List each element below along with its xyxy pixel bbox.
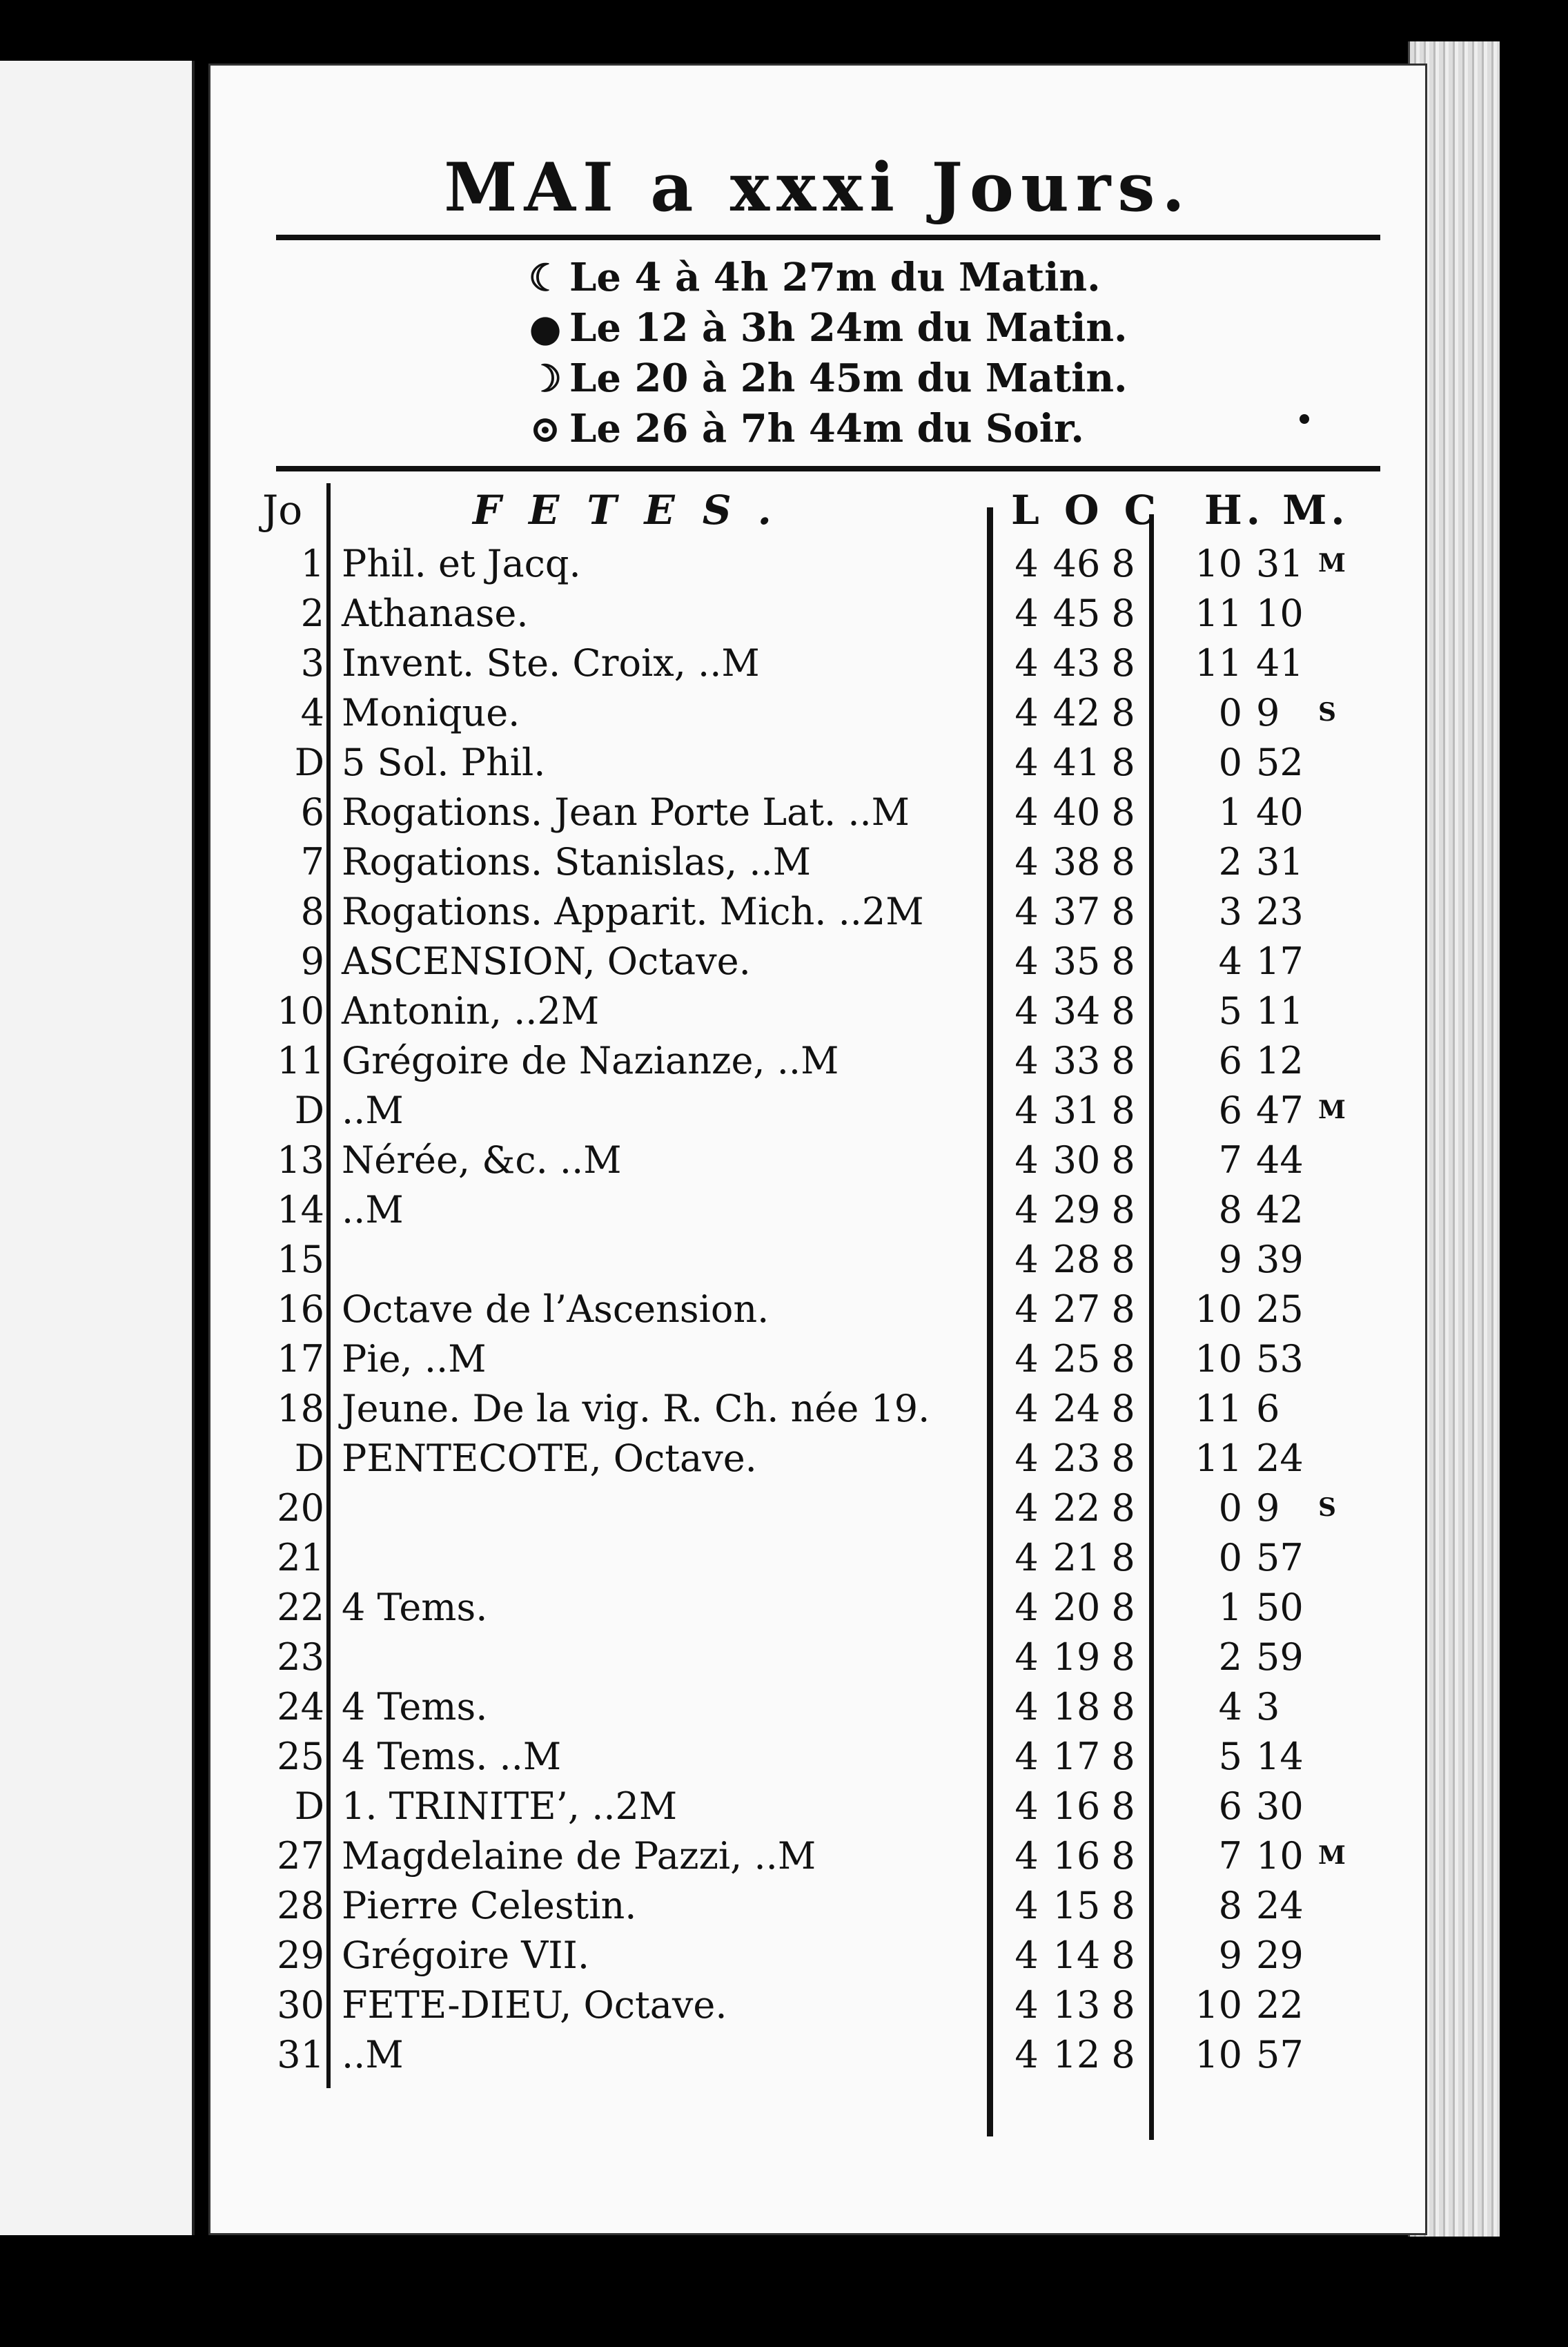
sunrise-minute: 38 xyxy=(1052,840,1101,884)
moon-hour: 5 xyxy=(1218,989,1242,1033)
sunset-hour: 8 xyxy=(1111,1685,1135,1728)
sunrise-minute: 20 xyxy=(1052,1586,1101,1629)
sunset-hour: 8 xyxy=(1111,1486,1135,1530)
sunrise-hour: 4 xyxy=(1015,1735,1039,1778)
sunrise-hour: 4 xyxy=(1015,790,1039,834)
feast-name: 5 Sol. Phil. xyxy=(342,741,546,784)
phase-text: Le 26 à 7h 44m du Soir. xyxy=(569,405,1084,451)
moon-hour: 10 xyxy=(1195,2033,1242,2076)
moon-hour: 0 xyxy=(1218,741,1242,784)
ink-dot xyxy=(1300,414,1309,424)
feast-name: ASCENSION, Octave. xyxy=(342,939,751,983)
sunrise-minute: 45 xyxy=(1052,592,1101,635)
moon-minute: 44 xyxy=(1256,1138,1304,1182)
moon-minute: 24 xyxy=(1256,1884,1304,1927)
table-row xyxy=(210,1586,1425,1635)
moon-hour: 7 xyxy=(1218,1834,1242,1878)
sunrise-hour: 4 xyxy=(1015,1337,1039,1381)
sunset-hour: 8 xyxy=(1111,1387,1135,1430)
title-rule xyxy=(276,235,1380,240)
moon-hour: 2 xyxy=(1218,1635,1242,1679)
moon-hour: 5 xyxy=(1218,1735,1242,1778)
sunrise-minute: 25 xyxy=(1052,1337,1101,1381)
table-row xyxy=(210,1934,1425,1983)
sunrise-hour: 4 xyxy=(1015,1685,1039,1728)
sunrise-hour: 4 xyxy=(1015,1387,1039,1430)
moon-hour: 10 xyxy=(1195,1287,1242,1331)
day-number: 23 xyxy=(277,1635,324,1679)
day-number: D xyxy=(294,1784,324,1828)
day-number: 31 xyxy=(277,2033,324,2076)
moon-marker: M xyxy=(1318,1841,1346,1870)
moon-minute: 31 xyxy=(1256,542,1304,585)
sunset-hour: 8 xyxy=(1111,1834,1135,1878)
feast-name: Pie, ..M xyxy=(342,1337,487,1381)
sunset-hour: 8 xyxy=(1111,1884,1135,1927)
sunset-hour: 8 xyxy=(1111,741,1135,784)
sunrise-hour: 4 xyxy=(1015,1934,1039,1977)
sunrise-hour: 4 xyxy=(1015,840,1039,884)
day-number: 21 xyxy=(277,1536,324,1579)
moon-minute: 47 xyxy=(1256,1089,1304,1132)
feast-name: Phil. et Jacq. xyxy=(342,542,581,585)
sunrise-hour: 4 xyxy=(1015,592,1039,635)
sunrise-minute: 46 xyxy=(1052,542,1101,585)
moon-hour: 7 xyxy=(1218,1138,1242,1182)
sunrise-hour: 4 xyxy=(1015,1287,1039,1331)
moon-hour: 0 xyxy=(1218,1486,1242,1530)
page-title: MAI a xxxi Jours. xyxy=(444,148,1192,226)
moon-minute: 11 xyxy=(1256,989,1304,1033)
day-number: 14 xyxy=(277,1188,324,1231)
table-row xyxy=(210,1437,1425,1486)
feast-name: ..M xyxy=(342,2033,404,2076)
sunrise-minute: 18 xyxy=(1052,1685,1101,1728)
feast-name: 4 Tems. xyxy=(342,1685,488,1728)
day-number: 18 xyxy=(277,1387,324,1430)
moon-hour: 8 xyxy=(1218,1188,1242,1231)
sunrise-hour: 4 xyxy=(1015,1536,1039,1579)
sunrise-minute: 16 xyxy=(1052,1784,1101,1828)
sunset-hour: 8 xyxy=(1111,989,1135,1033)
day-number: D xyxy=(294,1437,324,1480)
table-row xyxy=(210,1238,1425,1287)
moon-minute: 10 xyxy=(1256,592,1304,635)
sunrise-minute: 14 xyxy=(1052,1934,1101,1977)
feast-name: PENTECOTE, Octave. xyxy=(342,1437,757,1480)
feast-name: 1. TRINITE’, ..2M xyxy=(342,1784,678,1828)
sunrise-hour: 4 xyxy=(1015,1188,1039,1231)
sunrise-minute: 19 xyxy=(1052,1635,1101,1679)
sunset-hour: 8 xyxy=(1111,1138,1135,1182)
sunset-hour: 8 xyxy=(1111,790,1135,834)
table-row xyxy=(210,1039,1425,1089)
sunrise-hour: 4 xyxy=(1015,890,1039,933)
moon-hour: 4 xyxy=(1218,1685,1242,1728)
sunset-hour: 8 xyxy=(1111,1983,1135,2027)
sunrise-hour: 4 xyxy=(1015,1784,1039,1828)
sunrise-minute: 27 xyxy=(1052,1287,1101,1331)
day-number: 4 xyxy=(300,691,324,734)
table-row xyxy=(210,542,1425,592)
moon-marker: M xyxy=(1318,549,1346,578)
moon-minute: 9 xyxy=(1256,691,1280,734)
sunset-hour: 8 xyxy=(1111,939,1135,983)
sunrise-hour: 4 xyxy=(1015,1586,1039,1629)
table-row xyxy=(210,641,1425,691)
sunset-hour: 8 xyxy=(1111,2033,1135,2076)
table-row xyxy=(210,2033,1425,2083)
sunrise-hour: 4 xyxy=(1015,1089,1039,1132)
sunrise-minute: 29 xyxy=(1052,1188,1101,1231)
moon-hour: 10 xyxy=(1195,542,1242,585)
sunrise-hour: 4 xyxy=(1015,1238,1039,1281)
day-number: 10 xyxy=(277,989,324,1033)
feast-name: Magdelaine de Pazzi, ..M xyxy=(342,1834,816,1878)
feast-name: Octave de l’Ascension. xyxy=(342,1287,770,1331)
moon-minute: 57 xyxy=(1256,1536,1304,1579)
moon-hour: 9 xyxy=(1218,1934,1242,1977)
day-number: 15 xyxy=(277,1238,324,1281)
sunrise-hour: 4 xyxy=(1015,542,1039,585)
feast-name: FETE-DIEU, Octave. xyxy=(342,1983,727,2027)
moon-hour: 11 xyxy=(1195,641,1242,685)
day-number: 11 xyxy=(277,1039,324,1082)
sunrise-minute: 35 xyxy=(1052,939,1101,983)
day-number: 6 xyxy=(300,790,324,834)
header-day: Jo xyxy=(262,487,303,534)
table-row xyxy=(210,1735,1425,1784)
feast-name: Jeune. De la vig. R. Ch. née 19. xyxy=(342,1387,930,1430)
sunset-hour: 8 xyxy=(1111,1536,1135,1579)
moon-hour: 0 xyxy=(1218,691,1242,734)
phase-text: Le 20 à 2h 45m du Matin. xyxy=(569,355,1128,401)
feast-name: Antonin, ..2M xyxy=(342,989,600,1033)
table-row xyxy=(210,939,1425,989)
feast-name: Athanase. xyxy=(342,592,529,635)
moon-hour: 1 xyxy=(1218,1586,1242,1629)
moon-marker: S xyxy=(1318,698,1336,727)
phase-row xyxy=(521,252,1349,302)
moon-minute: 25 xyxy=(1256,1287,1304,1331)
sunrise-hour: 4 xyxy=(1015,2033,1039,2076)
first-quarter-icon: ☽ xyxy=(528,356,562,400)
moon-minute: 6 xyxy=(1256,1387,1280,1430)
day-number: 29 xyxy=(277,1934,324,1977)
moon-hour: 11 xyxy=(1195,1437,1242,1480)
sunrise-minute: 41 xyxy=(1052,741,1101,784)
sunset-hour: 8 xyxy=(1111,1337,1135,1381)
sunrise-minute: 28 xyxy=(1052,1238,1101,1281)
moon-hour: 4 xyxy=(1218,939,1242,983)
moon-marker: S xyxy=(1318,1493,1336,1522)
day-number: D xyxy=(294,1089,324,1132)
moon-hour: 6 xyxy=(1218,1089,1242,1132)
sunset-hour: 8 xyxy=(1111,1635,1135,1679)
sunset-hour: 8 xyxy=(1111,1735,1135,1778)
calendar-table xyxy=(210,542,1425,2083)
moon-minute: 30 xyxy=(1256,1784,1304,1828)
day-number: 22 xyxy=(277,1586,324,1629)
moon-minute: 22 xyxy=(1256,1983,1304,2027)
header-rule xyxy=(276,466,1380,471)
moon-minute: 9 xyxy=(1256,1486,1280,1530)
table-row xyxy=(210,1486,1425,1536)
moon-marker: M xyxy=(1318,1095,1346,1124)
table-row xyxy=(210,1834,1425,1884)
phase-row xyxy=(521,353,1349,403)
almanac-page xyxy=(210,66,1425,2233)
sunset-hour: 8 xyxy=(1111,1784,1135,1828)
feast-name: Invent. Ste. Croix, ..M xyxy=(342,641,760,685)
sunset-hour: 8 xyxy=(1111,1934,1135,1977)
feast-name: Grégoire VII. xyxy=(342,1934,590,1977)
table-row xyxy=(210,1635,1425,1685)
sunrise-minute: 33 xyxy=(1052,1039,1101,1082)
day-number: 25 xyxy=(277,1735,324,1778)
moon-hour: 1 xyxy=(1218,790,1242,834)
phase-text: Le 4 à 4h 27m du Matin. xyxy=(569,254,1101,300)
feast-name: Rogations. Stanislas, ..M xyxy=(342,840,812,884)
moon-minute: 31 xyxy=(1256,840,1304,884)
sunrise-minute: 12 xyxy=(1052,2033,1101,2076)
moon-minute: 53 xyxy=(1256,1337,1304,1381)
table-row xyxy=(210,989,1425,1039)
sunset-hour: 8 xyxy=(1111,1188,1135,1231)
moon-minute: 39 xyxy=(1256,1238,1304,1281)
sunrise-hour: 4 xyxy=(1015,1486,1039,1530)
day-number: 3 xyxy=(300,641,324,685)
day-number: 2 xyxy=(300,592,324,635)
moon-minute: 10 xyxy=(1256,1834,1304,1878)
sunrise-hour: 4 xyxy=(1015,1884,1039,1927)
sunrise-minute: 37 xyxy=(1052,890,1101,933)
sunset-hour: 8 xyxy=(1111,1089,1135,1132)
sunset-hour: 8 xyxy=(1111,641,1135,685)
day-number: 9 xyxy=(300,939,324,983)
moon-hour: 10 xyxy=(1195,1983,1242,2027)
sunrise-minute: 17 xyxy=(1052,1735,1101,1778)
table-row xyxy=(210,1983,1425,2033)
moon-hour: 8 xyxy=(1218,1884,1242,1927)
sunrise-hour: 4 xyxy=(1015,641,1039,685)
sunrise-hour: 4 xyxy=(1015,1437,1039,1480)
table-row xyxy=(210,1188,1425,1238)
sunrise-hour: 4 xyxy=(1015,939,1039,983)
moon-minute: 57 xyxy=(1256,2033,1304,2076)
header-fetes: FETES. xyxy=(473,487,799,534)
moon-minute: 41 xyxy=(1256,641,1304,685)
feast-name: ..M xyxy=(342,1089,404,1132)
moon-minute: 42 xyxy=(1256,1188,1304,1231)
phase-text: Le 12 à 3h 24m du Matin. xyxy=(569,304,1128,351)
feast-name: Rogations. Apparit. Mich. ..2M xyxy=(342,890,924,933)
sunset-hour: 8 xyxy=(1111,592,1135,635)
day-number: 1 xyxy=(300,542,324,585)
feast-name: Monique. xyxy=(342,691,520,734)
sunset-hour: 8 xyxy=(1111,890,1135,933)
sunrise-hour: 4 xyxy=(1015,1138,1039,1182)
sunrise-minute: 22 xyxy=(1052,1486,1101,1530)
moon-minute: 40 xyxy=(1256,790,1304,834)
moon-minute: 12 xyxy=(1256,1039,1304,1082)
sunrise-minute: 24 xyxy=(1052,1387,1101,1430)
moon-minute: 59 xyxy=(1256,1635,1304,1679)
feast-name: Nérée, &c. ..M xyxy=(342,1138,622,1182)
new-moon-icon: ● xyxy=(529,305,562,350)
moon-phases xyxy=(521,252,1349,454)
feast-name: Grégoire de Nazianze, ..M xyxy=(342,1039,839,1082)
day-number: 17 xyxy=(277,1337,324,1381)
table-row xyxy=(210,1337,1425,1387)
table-row xyxy=(210,1387,1425,1437)
sunset-hour: 8 xyxy=(1111,840,1135,884)
sunrise-hour: 4 xyxy=(1015,1039,1039,1082)
sunset-hour: 8 xyxy=(1111,1039,1135,1082)
moon-hour: 10 xyxy=(1195,1337,1242,1381)
phase-row xyxy=(521,302,1349,353)
moon-minute: 17 xyxy=(1256,939,1304,983)
table-row xyxy=(210,1089,1425,1138)
sunrise-minute: 30 xyxy=(1052,1138,1101,1182)
sunrise-hour: 4 xyxy=(1015,691,1039,734)
day-number: 20 xyxy=(277,1486,324,1530)
moon-hour: 6 xyxy=(1218,1039,1242,1082)
moon-hour: 2 xyxy=(1218,840,1242,884)
feast-name: ..M xyxy=(342,1188,404,1231)
table-row xyxy=(210,790,1425,840)
moon-minute: 14 xyxy=(1256,1735,1304,1778)
moon-minute: 24 xyxy=(1256,1437,1304,1480)
moon-hour: 11 xyxy=(1195,1387,1242,1430)
table-row xyxy=(210,1287,1425,1337)
table-row xyxy=(210,840,1425,890)
moon-hour: 6 xyxy=(1218,1784,1242,1828)
sunrise-minute: 23 xyxy=(1052,1437,1101,1480)
table-row xyxy=(210,741,1425,790)
feast-name: Rogations. Jean Porte Lat. ..M xyxy=(342,790,910,834)
sunrise-minute: 31 xyxy=(1052,1089,1101,1132)
sunrise-minute: 15 xyxy=(1052,1884,1101,1927)
sunset-hour: 8 xyxy=(1111,691,1135,734)
table-row xyxy=(210,1685,1425,1735)
sunrise-hour: 4 xyxy=(1015,1983,1039,2027)
day-number: 13 xyxy=(277,1138,324,1182)
sunset-hour: 8 xyxy=(1111,1238,1135,1281)
last-quarter-icon: ☾ xyxy=(528,255,562,300)
table-row xyxy=(210,691,1425,741)
sunrise-minute: 42 xyxy=(1052,691,1101,734)
day-number: 8 xyxy=(300,890,324,933)
moon-hour: 9 xyxy=(1218,1238,1242,1281)
sunrise-minute: 40 xyxy=(1052,790,1101,834)
moon-minute: 50 xyxy=(1256,1586,1304,1629)
table-row xyxy=(210,1884,1425,1934)
sunrise-minute: 34 xyxy=(1052,989,1101,1033)
sunrise-hour: 4 xyxy=(1015,741,1039,784)
day-number: 27 xyxy=(277,1834,324,1878)
table-row xyxy=(210,592,1425,641)
moon-hour: 3 xyxy=(1218,890,1242,933)
full-moon-icon: ⊙ xyxy=(529,406,561,451)
moon-minute: 3 xyxy=(1256,1685,1280,1728)
sunrise-minute: 21 xyxy=(1052,1536,1101,1579)
sunrise-minute: 13 xyxy=(1052,1983,1101,2027)
moon-minute: 23 xyxy=(1256,890,1304,933)
header-sun: L O C xyxy=(1011,487,1162,534)
sunrise-hour: 4 xyxy=(1015,989,1039,1033)
day-number: 28 xyxy=(277,1884,324,1927)
day-number: 7 xyxy=(300,840,324,884)
table-row xyxy=(210,890,1425,939)
day-number: 16 xyxy=(277,1287,324,1331)
sunrise-minute: 16 xyxy=(1052,1834,1101,1878)
sunrise-hour: 4 xyxy=(1015,1834,1039,1878)
day-number: D xyxy=(294,741,324,784)
sunset-hour: 8 xyxy=(1111,542,1135,585)
moon-hour: 11 xyxy=(1195,592,1242,635)
table-row xyxy=(210,1784,1425,1834)
sunset-hour: 8 xyxy=(1111,1586,1135,1629)
phase-row xyxy=(521,403,1349,454)
sunrise-minute: 43 xyxy=(1052,641,1101,685)
sunset-hour: 8 xyxy=(1111,1437,1135,1480)
feast-name: 4 Tems. ..M xyxy=(342,1735,562,1778)
day-number: 24 xyxy=(277,1685,324,1728)
sunrise-hour: 4 xyxy=(1015,1635,1039,1679)
day-number: 30 xyxy=(277,1983,324,2027)
moon-minute: 29 xyxy=(1256,1934,1304,1977)
feast-name: 4 Tems. xyxy=(342,1586,488,1629)
moon-minute: 52 xyxy=(1256,741,1304,784)
feast-name: Pierre Celestin. xyxy=(342,1884,637,1927)
header-moon-time: H. M. xyxy=(1204,487,1349,534)
table-row xyxy=(210,1536,1425,1586)
sunset-hour: 8 xyxy=(1111,1287,1135,1331)
table-row xyxy=(210,1138,1425,1188)
facing-page xyxy=(0,61,195,2235)
moon-hour: 0 xyxy=(1218,1536,1242,1579)
